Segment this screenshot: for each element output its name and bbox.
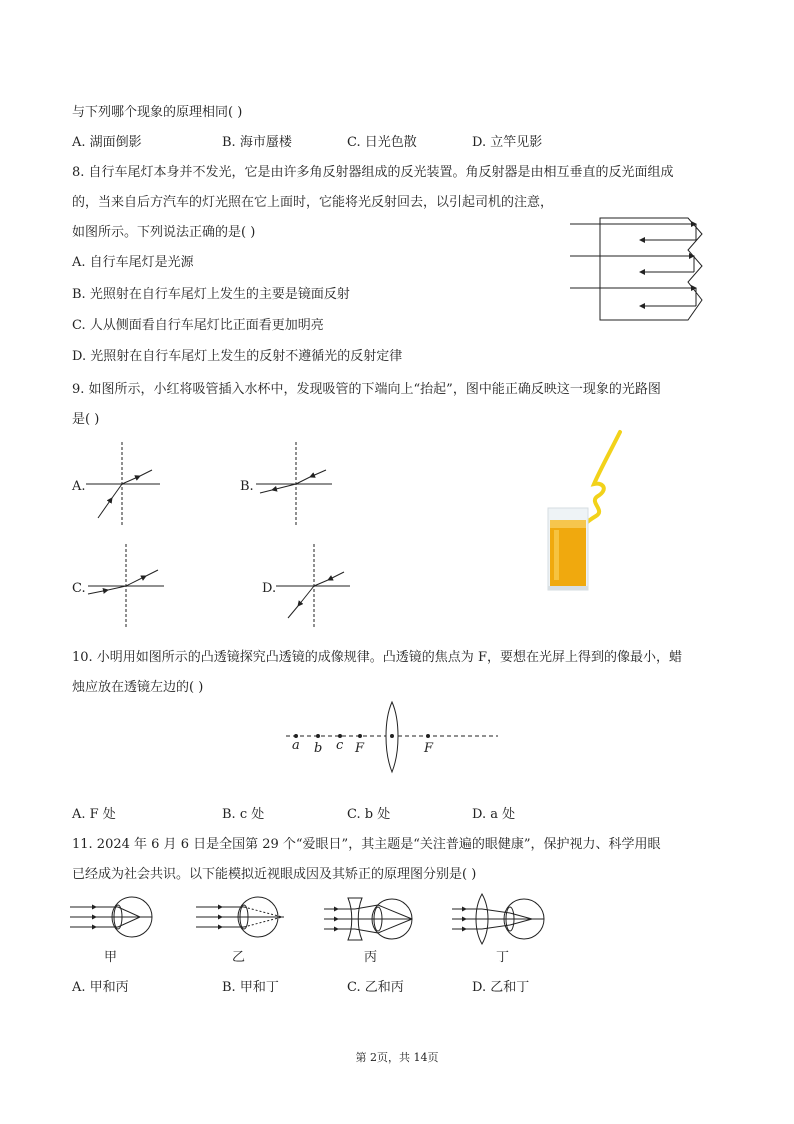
q9-option-c-diagram[interactable]	[88, 544, 166, 628]
q9-option-a-diagram[interactable]	[86, 442, 162, 526]
convex-lens-diagram	[286, 700, 500, 774]
label-c: c	[336, 738, 344, 753]
q9-option-d-label[interactable]: D.	[262, 581, 277, 596]
q7-option-d[interactable]: D. 立竿见影	[472, 135, 543, 150]
q10-option-b[interactable]: B. c 处	[222, 807, 265, 822]
eye-diagram-bing	[324, 894, 420, 944]
q10-option-c[interactable]: C. b 处	[347, 807, 391, 822]
q9-option-b-label[interactable]: B.	[240, 479, 254, 494]
label-f-right: F	[424, 741, 434, 756]
q8-option-c[interactable]: C. 人从侧面看自行车尾灯比正面看更加明亮	[72, 318, 324, 333]
label-a: a	[292, 738, 300, 753]
point-b	[316, 734, 320, 738]
q11-stem-line1: 11. 2024 年 6 月 6 日是全国第 29 个“爱眼日”，其主题是“关注普遍的眼健康”，保护视力、科学用眼	[72, 837, 661, 852]
q8-stem-line1: 8. 自行车尾灯本身并不发光，它是由许多角反射器组成的反光装置。角反射器是由相互垂直的反光面组成	[72, 165, 674, 180]
point-f-right	[426, 734, 430, 738]
q11-option-b[interactable]: B. 甲和丁	[222, 980, 279, 995]
label-f-left: F	[355, 741, 365, 756]
q10-stem-line2: 烛应放在透镜左边的( )	[72, 680, 204, 695]
q8-stem-line3: 如图所示。下列说法正确的是( )	[72, 225, 256, 240]
q7-option-a[interactable]: A. 湖面倒影	[72, 135, 142, 150]
q7-option-c[interactable]: C. 日光色散	[347, 135, 417, 150]
label-b: b	[314, 741, 323, 756]
q8-stem-line2: 的，当来自后方汽车的灯光照在它上面时，它能将光反射回去，以引起司机的注意，	[72, 195, 554, 210]
eye-diagram-ding	[452, 892, 552, 946]
eye-label-yi: 乙	[232, 950, 246, 965]
q7-option-b[interactable]: B. 海市蜃楼	[222, 135, 292, 150]
q8-option-d[interactable]: D. 光照射在自行车尾灯上发生的反射不遵循光的反射定律	[72, 349, 403, 364]
eye-diagram-jia	[70, 894, 160, 940]
q9-stem-line1: 9. 如图所示，小红将吸管插入水杯中，发现吸管的下端向上“抬起”，图中能正确反映这一现象的光路图	[72, 382, 661, 397]
q10-option-d[interactable]: D. a 处	[472, 807, 516, 822]
q9-option-b-diagram[interactable]	[256, 442, 334, 526]
q9-option-a-label[interactable]: A.	[72, 479, 86, 494]
q10-option-a[interactable]: A. F 处	[72, 807, 116, 822]
straw-in-glass-image	[540, 430, 630, 592]
point-lens-center	[390, 734, 394, 738]
q11-option-d[interactable]: D. 乙和丁	[472, 980, 530, 995]
eye-label-bing: 丙	[364, 950, 378, 965]
q9-stem-line2: 是( )	[72, 412, 100, 427]
q11-option-a[interactable]: A. 甲和丙	[72, 980, 129, 995]
point-f-left	[358, 734, 362, 738]
eye-label-jia: 甲	[104, 950, 118, 965]
q9-option-c-label[interactable]: C.	[72, 581, 86, 596]
tail-light-reflector-diagram	[570, 212, 710, 326]
q7-stem: 与下列哪个现象的原理相同( )	[72, 105, 243, 120]
q8-option-b[interactable]: B. 光照射在自行车尾灯上发生的主要是镜面反射	[72, 287, 350, 302]
q11-option-c[interactable]: C. 乙和丙	[347, 980, 404, 995]
page-footer: 第 2页，共 14页	[355, 1051, 439, 1064]
q11-stem-line2: 已经成为社会共识。以下能模拟近视眼成因及其矫正的原理图分别是( )	[72, 867, 477, 882]
eye-diagram-yi	[196, 894, 292, 940]
q9-option-d-diagram[interactable]	[276, 544, 352, 628]
eye-label-ding: 丁	[496, 950, 510, 965]
q10-stem-line1: 10. 小明用如图所示的凸透镜探究凸透镜的成像规律。凸透镜的焦点为 F，要想在光屏上得到的像最小，蜡	[72, 650, 682, 665]
q8-option-a[interactable]: A. 自行车尾灯是光源	[72, 255, 194, 270]
